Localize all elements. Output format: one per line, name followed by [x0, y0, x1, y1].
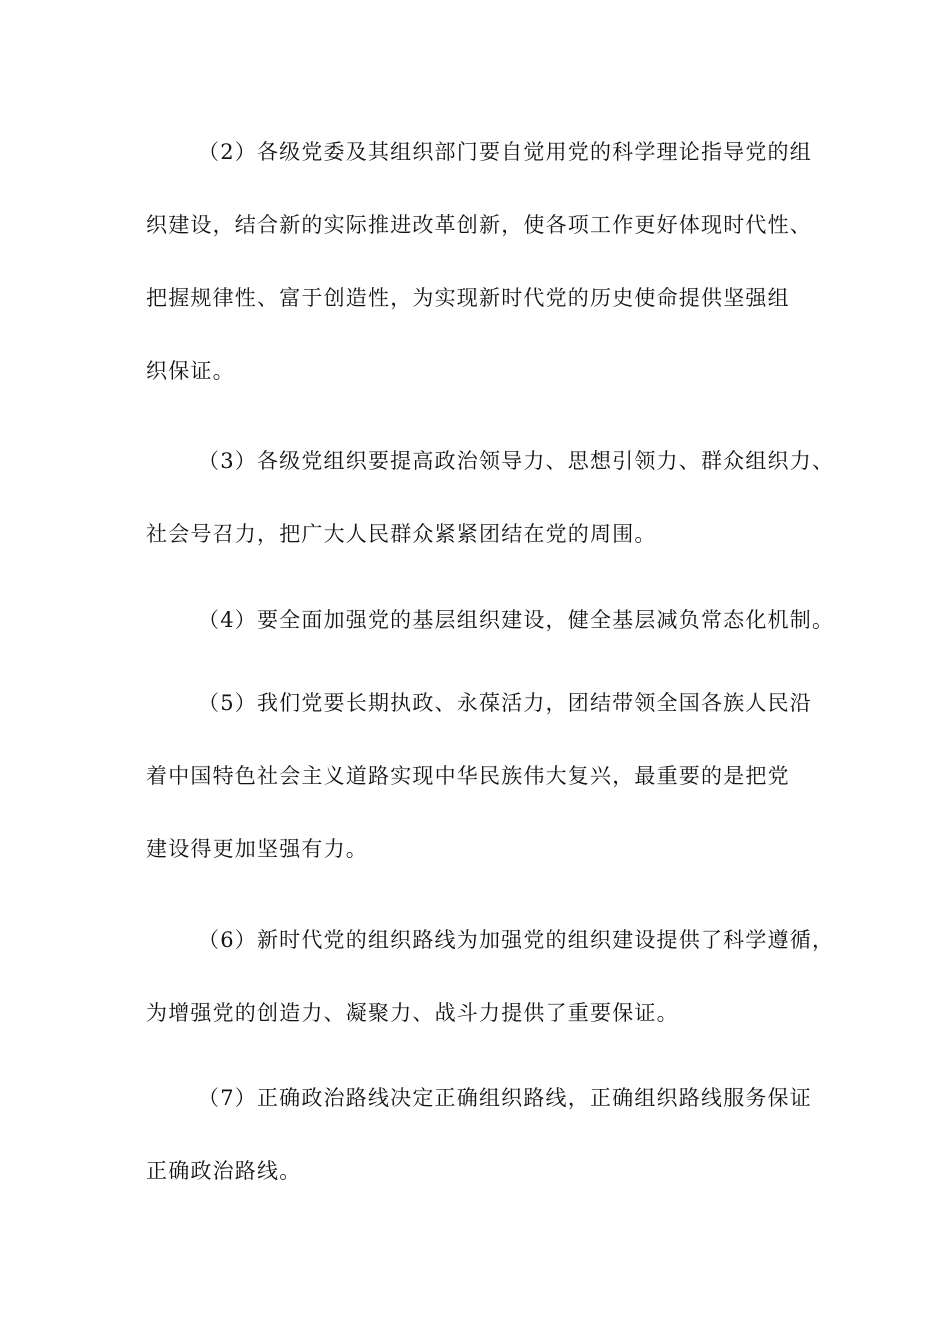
paragraph-line: （4）要全面加强党的基层组织建设，健全基层减负常态化机制。 [198, 608, 835, 632]
paragraph-7 [146, 1083, 826, 1229]
paragraph-line: （3）各级党组织要提高政治领导力、思想引领力、群众组织力、 [198, 449, 835, 473]
paragraph-4 [146, 605, 835, 678]
paragraph-5 [146, 688, 826, 907]
paragraph-3 [146, 446, 835, 592]
paragraph-line: （7）正确政治路线决定正确组织路线，正确组织路线服务保证 [198, 1086, 812, 1110]
paragraph-line: 社会号召力，把广大人民群众紧紧团结在党的周围。 [146, 522, 657, 546]
paragraph-line: 着中国特色社会主义道路实现中华民族伟大复兴，最重要的是把党 [146, 764, 790, 788]
paragraph-line: （2）各级党委及其组织部门要自觉用党的科学理论指导党的组 [198, 140, 812, 164]
paragraph-2 [146, 137, 826, 429]
paragraph-6 [146, 925, 835, 1071]
paragraph-line: 织保证。 [146, 359, 235, 383]
paragraph-line: 正确政治路线。 [146, 1159, 302, 1183]
paragraph-line: （5）我们党要长期执政、永葆活力，团结带领全国各族人民沿 [198, 691, 812, 715]
paragraph-line: 织建设，结合新的实际推进改革创新，使各项工作更好体现时代性、 [146, 213, 812, 237]
paragraph-line: 为增强党的创造力、凝聚力、战斗力提供了重要保证。 [146, 1001, 679, 1025]
paragraph-line: （6）新时代党的组织路线为加强党的组织建设提供了科学遵循， [198, 928, 835, 952]
paragraph-line: 建设得更加坚强有力。 [146, 837, 368, 861]
paragraph-line: 把握规律性、富于创造性，为实现新时代党的历史使命提供坚强组 [146, 286, 790, 310]
